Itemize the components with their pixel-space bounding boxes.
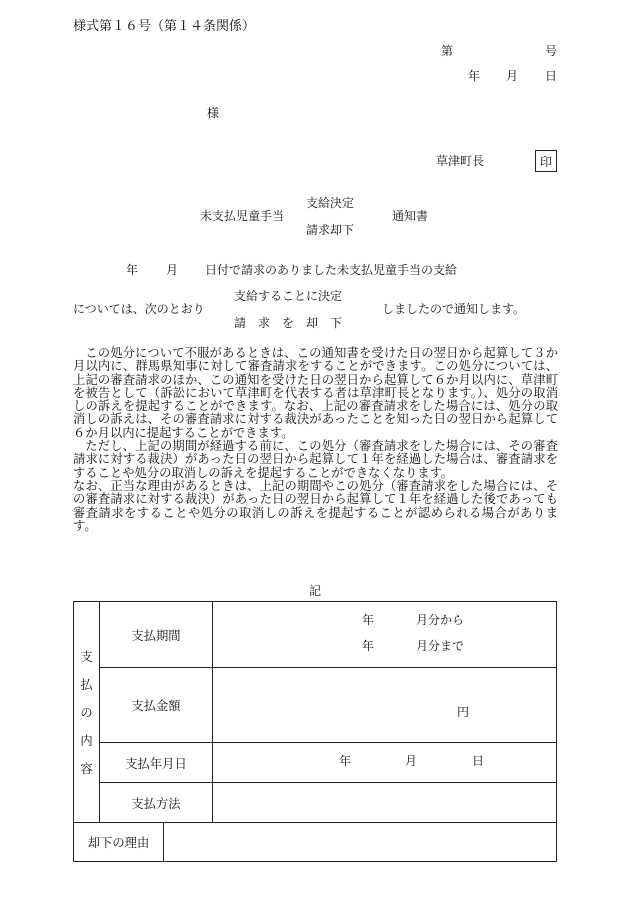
intro-month: 月 <box>166 263 179 277</box>
payment-method-label: 支払方法 <box>131 796 181 811</box>
document-number-suffix: 号 <box>545 44 558 58</box>
period-from-year: 年 <box>362 613 375 627</box>
issue-date-day: 日 <box>545 69 558 83</box>
intro-option-reject: 請 求 を 却 下 <box>234 316 343 330</box>
payment-content-char: 容 <box>80 762 93 776</box>
period-to-month: 月分まで <box>416 639 465 653</box>
notice-body <box>73 347 558 533</box>
issue-date-month: 月 <box>506 69 519 83</box>
payment-date-label: 支払年月日 <box>125 756 187 771</box>
addressee-honorific: 様 <box>207 106 220 120</box>
notice-paragraph-2: ただし、上記の期間が経過する前に、この処分（審査請求をした場合には、その審査請求に対する裁決）があった日の翌日から起算して１年を経過した場合は、審査請求をすることや処分の取消しの訴えを提起することができなくなります。 <box>73 439 558 480</box>
title-option-reject: 請求却下 <box>306 223 355 237</box>
reject-reason-label: 却下の理由 <box>87 836 150 850</box>
intro-line1: 日付で請求のありました未支払児童手当の支給 <box>205 263 458 277</box>
seal-stamp: 印 <box>535 150 557 172</box>
record-label: 記 <box>309 584 322 598</box>
pay-date-month: 月 <box>405 754 418 768</box>
title-suffix: 通知書 <box>392 209 429 223</box>
payment-content-char: 内 <box>80 734 93 748</box>
issue-date-year: 年 <box>468 69 481 83</box>
document-number-prefix: 第 <box>441 44 454 58</box>
intro-line2-suffix: しましたので通知します。 <box>382 302 526 316</box>
amount-unit: 円 <box>457 705 470 719</box>
period-to-year: 年 <box>362 639 375 653</box>
notice-paragraph-1: この処分について不服があるときは、この通知書を受けた日の翌日から起算して３か月以内に、群馬県知事に対して審査請求をすることができます。この処分については、上記の審査請求のほか、この通知を受けた日の翌日から起算して６か月以内に、草津町を被告として（訴訟において草津町を代表する者は草津町長となります。）、処分の取消しの訴えを提起することができます。なお、上記の審査請求をした場合には、処分の取消しの訴えは、その審査請求に対する裁決があったことを知った日の翌日から起算して６か月以内に提起することができます。 <box>73 346 558 440</box>
payment-period-label: 支払期間 <box>131 628 181 643</box>
intro-year: 年 <box>126 263 139 277</box>
payment-content-char: 支 <box>80 650 93 664</box>
payment-content-char: 払 <box>80 678 93 692</box>
period-from-month: 月分から <box>416 613 465 627</box>
payment-amount-label: 支払金額 <box>131 699 181 713</box>
form-number: 様式第１６号（第１４条関係） <box>73 19 256 34</box>
payment-details-table <box>73 601 557 862</box>
title-prefix: 未支払児童手当 <box>200 209 285 223</box>
pay-date-year: 年 <box>339 754 352 768</box>
intro-line2-prefix: については、次のとおり <box>73 302 205 316</box>
payment-content-char: の <box>80 706 93 720</box>
intro-option-approve: 支給することに決定 <box>234 289 343 303</box>
notice-paragraph-3: なお、正当な理由があるときは、上記の期間やこの処分（審査請求をした場合には、その審査請求に対する裁決）があった日の翌日から起算して１年を経過した後であっても審査請求をすることや処分の取消しの訴えを提起することが認められる場合があります。 <box>73 478 558 533</box>
issuer-title: 草津町長 <box>436 154 485 168</box>
pay-date-day: 日 <box>472 754 485 768</box>
payment-content-label <box>74 602 99 822</box>
title-option-approve: 支給決定 <box>306 196 355 210</box>
